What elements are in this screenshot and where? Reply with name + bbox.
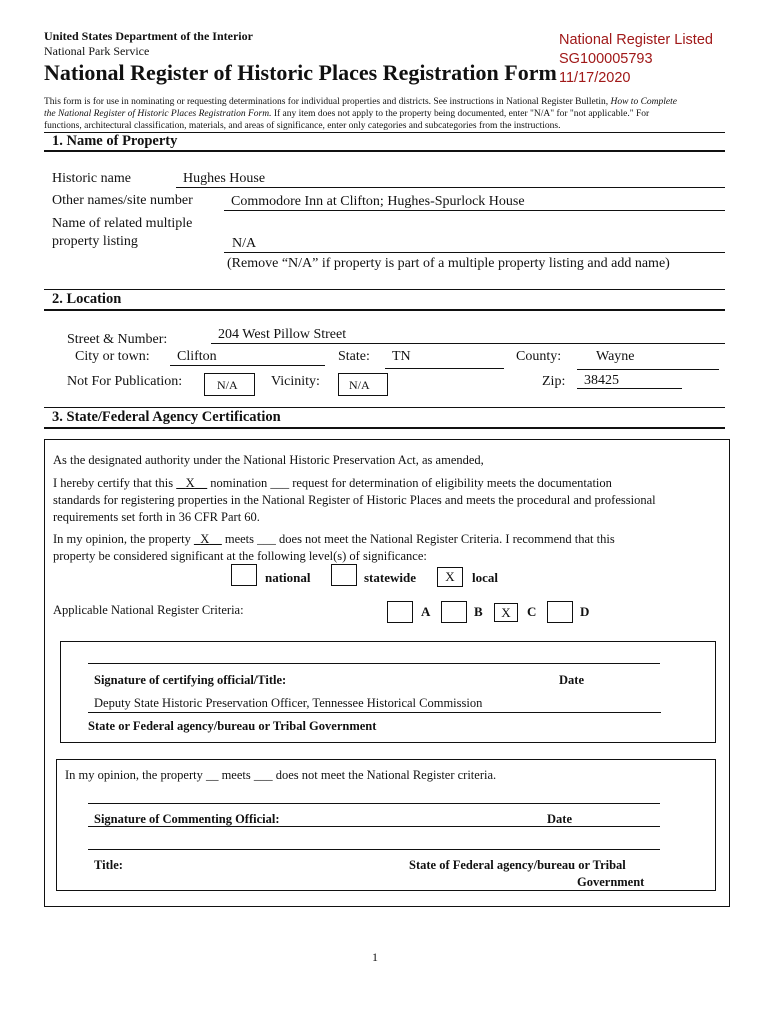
county-value[interactable]: Wayne	[596, 349, 635, 364]
street-label: Street & Number:	[67, 332, 168, 347]
criterion-a-checkbox[interactable]	[387, 601, 413, 623]
signature-line[interactable]	[88, 663, 660, 664]
other-names-label: Other names/site number	[52, 193, 193, 208]
divider	[44, 427, 725, 429]
criterion-c-label: C	[527, 604, 537, 619]
certify-text-line3: requirements set forth in 36 CFR Part 60.	[53, 510, 260, 524]
intro-text-cont: If any item does not apply to the property being documented, enter "N/A" for "not applicable." For	[271, 109, 650, 119]
certify-text-cont: nomination ___ request for determination of eligibility meets the documentation	[207, 476, 612, 490]
certify-text-line2: standards for registering properties in the National Register of Historic Places and meets the procedural and professional	[53, 493, 656, 507]
city-value[interactable]: Clifton	[177, 349, 217, 364]
vicinity-label: Vicinity:	[271, 374, 320, 389]
listing-status: National Register Listed	[559, 32, 713, 48]
instructions	[44, 96, 734, 132]
certification-statement	[53, 475, 723, 526]
field-line	[577, 388, 682, 389]
city-label: City or town:	[75, 349, 150, 364]
historic-name-value[interactable]: Hughes House	[183, 171, 266, 186]
related-listing-value[interactable]: N/A	[232, 236, 257, 251]
not-for-publication-label: Not For Publication:	[67, 374, 183, 389]
criteria-label: Applicable National Register Criteria:	[53, 603, 244, 617]
statewide-label: statewide	[364, 570, 416, 585]
field-line	[224, 252, 725, 253]
bulletin-title-cont: the National Register of Historic Places Registration Form.	[44, 109, 272, 119]
related-listing-note: (Remove “N/A” if property is part of a multiple property listing and add name)	[227, 256, 670, 271]
form-title: National Register of Historic Places Registration Form	[44, 60, 557, 85]
statewide-checkbox[interactable]	[331, 564, 357, 586]
zip-value[interactable]: 38425	[584, 373, 619, 388]
criterion-b-checkbox[interactable]	[441, 601, 467, 623]
intro-text-end: functions, architectural classification, materials, and areas of significance, enter only categories and subcategories from the instructions.	[44, 121, 561, 131]
field-line	[170, 365, 325, 366]
related-listing-label: Name of related multiple	[52, 216, 193, 231]
meets-mark[interactable]: _X__	[193, 532, 222, 546]
criterion-d-checkbox[interactable]	[547, 601, 573, 623]
criterion-a-label: A	[421, 604, 431, 619]
field-line	[211, 343, 725, 344]
other-names-value[interactable]: Commodore Inn at Clifton; Hughes-Spurlock House	[231, 194, 525, 209]
criterion-d-label: D	[580, 604, 590, 619]
state-label: State:	[338, 349, 370, 364]
related-listing-label-2: property listing	[52, 234, 138, 249]
criterion-c-checkbox[interactable]: X	[494, 603, 518, 622]
agency-name: National Park Service	[44, 44, 150, 58]
not-for-publication-field[interactable]: N/A	[204, 373, 255, 396]
state-value[interactable]: TN	[392, 349, 411, 364]
field-line	[176, 187, 725, 188]
title-line[interactable]	[88, 849, 660, 850]
national-checkbox[interactable]	[231, 564, 257, 586]
divider	[44, 309, 725, 311]
bulletin-title: How to Complete	[610, 97, 677, 107]
nomination-mark[interactable]: _X__	[176, 476, 208, 490]
signature-line[interactable]	[88, 803, 660, 804]
comment-opinion: In my opinion, the property __ meets ___ does not meet the National Register criteria.	[65, 768, 497, 782]
opinion-text-cont: meets ___ does not meet the National Register Criteria. I recommend that this	[221, 532, 615, 546]
comment-date-label: Date	[547, 812, 572, 826]
historic-name-label: Historic name	[52, 171, 131, 186]
reference-number: SG100005793	[559, 51, 653, 67]
certification-intro: As the designated authority under the National Historic Preservation Act, as amended,	[53, 453, 484, 467]
signature-label: Signature of certifying official/Title:	[94, 673, 287, 687]
listing-date: 11/17/2020	[559, 70, 631, 86]
field-line	[577, 369, 719, 370]
opinion-text-line2: property be considered significant at the following level(s) of significance:	[53, 549, 427, 563]
comment-agency-label: State of Federal agency/bureau or Tribal	[409, 858, 626, 872]
listing-stamp	[559, 31, 713, 88]
divider	[44, 150, 725, 152]
field-line	[385, 368, 504, 369]
field-line	[224, 210, 725, 211]
department-name: United States Department of the Interior	[44, 29, 253, 43]
comment-signature-label: Signature of Commenting Official:	[94, 812, 280, 826]
section-2-heading: 2. Location	[52, 291, 122, 307]
criterion-b-label: B	[474, 604, 483, 619]
title-line	[88, 712, 661, 713]
agency-label: State or Federal agency/bureau or Tribal Government	[88, 719, 377, 733]
zip-label: Zip:	[542, 374, 566, 389]
date-label: Date	[559, 673, 584, 687]
national-label: national	[265, 570, 311, 585]
county-label: County:	[516, 349, 562, 364]
divider	[44, 407, 725, 408]
local-label: local	[472, 570, 498, 585]
official-title: Deputy State Historic Preservation Officer, Tennessee Historical Commission	[94, 696, 483, 710]
intro-text: This form is for use in nominating or requesting determinations for individual properties and districts. See instructions in National Register Bulletin,	[44, 97, 611, 107]
opinion-statement	[53, 531, 723, 565]
section-3-heading: 3. State/Federal Agency Certification	[52, 409, 281, 425]
local-checkbox[interactable]: X	[437, 567, 463, 587]
divider	[44, 289, 725, 290]
field-line	[88, 826, 660, 827]
vicinity-field[interactable]: N/A	[338, 373, 388, 396]
section-1-heading: 1. Name of Property	[52, 133, 178, 149]
comment-title-label: Title:	[94, 858, 123, 872]
opinion-text: In my opinion, the property	[53, 532, 194, 546]
street-value[interactable]: 204 West Pillow Street	[218, 327, 347, 342]
page-number: 1	[372, 950, 378, 964]
certify-text: I hereby certify that this	[53, 476, 177, 490]
comment-agency-label-2: Government	[577, 875, 645, 889]
